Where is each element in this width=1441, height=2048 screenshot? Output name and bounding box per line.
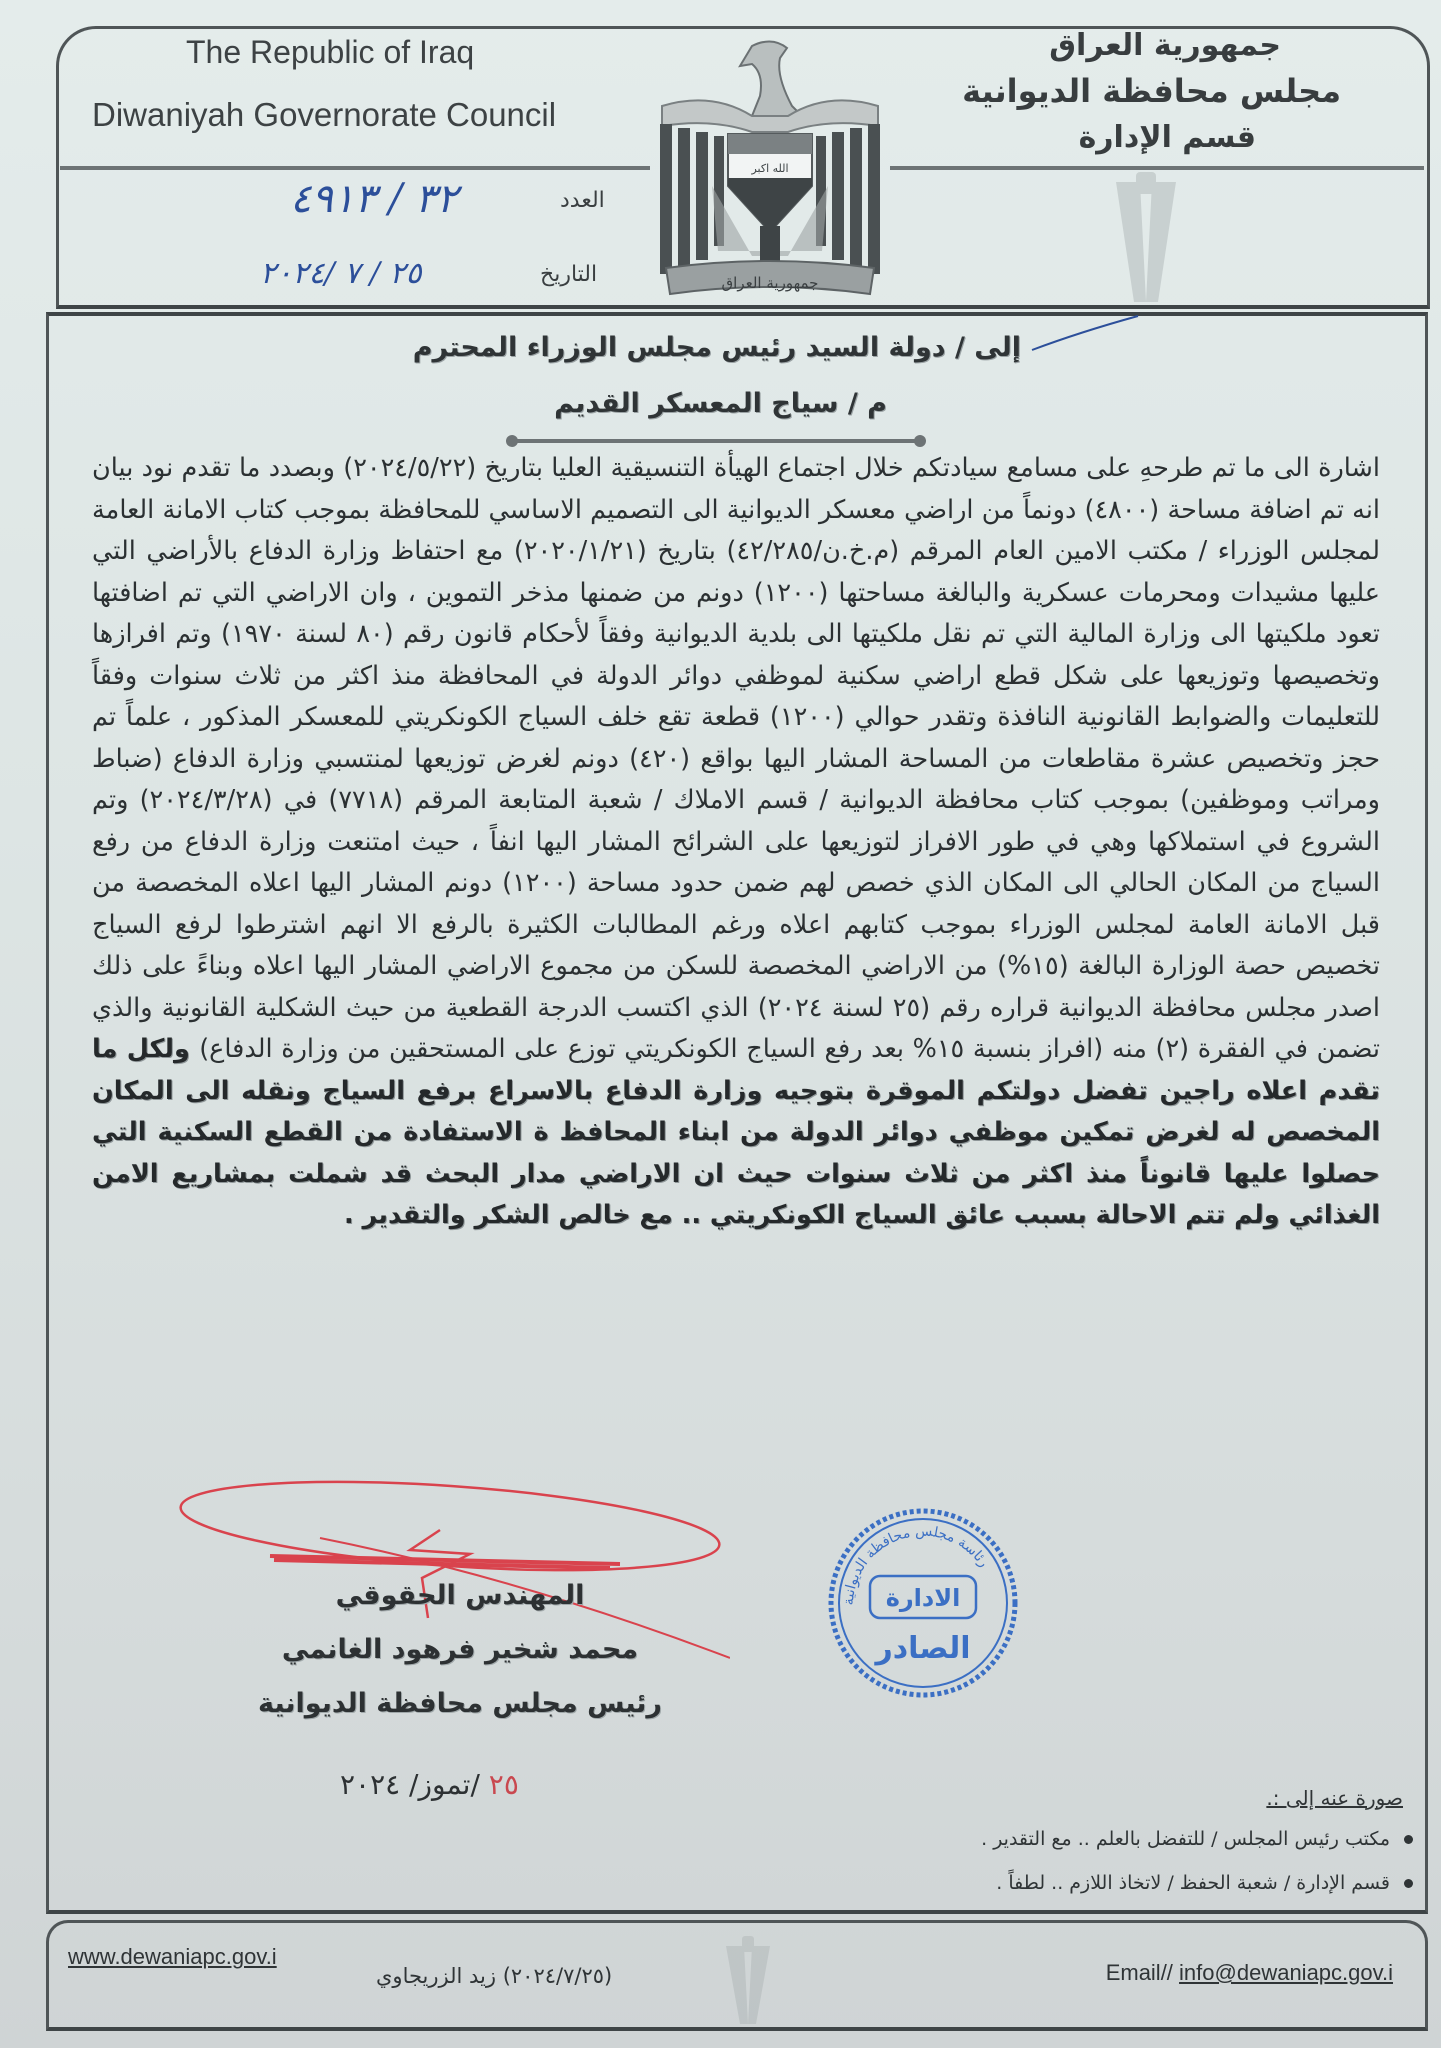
reference-number-value: ٣٢ / ٤٩١٣ xyxy=(290,176,458,222)
stamp-bottom-text: الصادر xyxy=(875,1631,971,1666)
footer-email-link[interactable]: info@dewaniapc.gov.i xyxy=(1179,1960,1393,1985)
body-regular-text: اشارة الى ما تم طرحهِ على مسامع سيادتكم خلال اجتماع الهيأة التنسيقية العليا بتاريخ (٢٠٢٤/٥/٢٢) وبصدد ما تقدم نود بيان انه تم اضافة مساحة (٤٨٠٠) دونماً من اراضي معسكر الديوانية الى التصميم الاساسي للمحافظة بموجب كتاب الامانة العامة لمجلس الوزراء / مكتب الامين العام المرقم (م.خ.ن/٤٢/٢٨٥) بتاريخ (٢٠٢٠/١/٢١) مع احتفاظ وزارة الدفاع بالأراضي التي عليها مشيدات ومحرمات عسكرية والبالغة مساحتها (١٢٠٠) دونم من ضمنها مذخر التموين ، وان الاراضي التي تم اضافتها تعود ملكيتها الى وزارة المالية التي تم نقل ملكيتها الى بلدية الديوانية وفقاً لأحكام قانون رقم (٨٠ لسنة ١٩٧٠) وتم افرازها وتخصيصها وتوزيعها على شكل قطع اراضي سكنية لموظفي دوائر الدولة في المحافظة منذ اكثر من ثلاث سنوات وفقاً للتعليمات والضوابط القانونية النافذة وتقدر حوالي (١٢٠٠) قطعة تقع خلف السياج الكونكريتي للمعسكر المذكور ، علماً تم حجز وتخصيص عشرة مقاطعات من المساحة المشار اليها بواقع (٤٢٠) دونم لغرض توزيعها لمنتسبي وزارة الدفاع (ضباط ومراتب وموظفين) بموجب كتاب محافظة الديوانية / قسم الاملاك / شعبة المتابعة المرقم (٧٧١٨) في (٢٠٢٤/٣/٢٨) وتم الشروع في استملاكها وهي في طور الافراز لتوزيعها على الشرائح المشار اليها انفاً ، حيث امتنعت وزارة الدفاع من رفع السياج من المكان الحالي الى المكان الذي خصص لهم ضمن حدود مساحة (١٢٠٠) دونم المشار اليها اعلاه المخصصة من قبل الامانة العامة لمجلس الوزراء بموجب كتابهم اعلاه ورغم المطالبات الكثيرة بالرفع الا انهم اشترطوا لرفع السياج تخصيص حصة الوزارة البالغة (١٥%) من الاراضي المخصصة للسكن من مجموع الاراضي المشار اليها اعلاه وبناءً على ذلك اصدر مجلس محافظة الديوانية قراره رقم (٢٥ لسنة ٢٠٢٤) الذي اكتسب الدرجة القطعية من حيث الشكلية القانونية والذي تضمن في الفقرة (٢) منه (افراز بنسبة ١٥% بعد رفع السياج الكونكريتي توزع على المستحقين من وزارة الدفاع) xyxy=(92,453,1381,1064)
signature-date-month-year: /تموز/ ٢٠٢٤ xyxy=(340,1768,480,1801)
reference-date-label: التاريخ xyxy=(540,262,598,287)
cc-item-text: قسم الإدارة / شعبة الحفظ / لاتخاذ اللازم .. لطفاً . xyxy=(996,1872,1390,1894)
signature-date-day: ٢٥ xyxy=(488,1768,519,1801)
body-bold-request: ولكل ما تقدم اعلاه راجين تفضل دولتكم الموقرة بتوجيه وزارة الدفاع بالاسراع برفع السياج ونقله الى المكان المخصص له لغرض تمكين موظفي دوائر الدولة من ابناء المحافظ ة الاستفادة من القطع السكنية التي حصلوا عليها قانوناً منذ اكثر من ثلاث سنوات حيث ان الاراضي مدار البحث قد شملت بمشاريع الامن الغذائي ولم تتم الاحالة بسبب عائق السياج الكونكريتي .. مع خالص الشكر والتقدير . xyxy=(92,1034,1380,1230)
footer-author-note: (٢٠٢٤/٧/٢٥) زيد الزريجاوي xyxy=(376,1964,613,1988)
cc-item-text: مكتب رئيس المجلس / للتفضل بالعلم .. مع التقدير . xyxy=(981,1828,1390,1850)
subject-divider xyxy=(512,439,920,443)
signature-date xyxy=(340,1768,519,1801)
pen-mark-stroke xyxy=(1030,312,1140,352)
en-republic-title: The Republic of Iraq xyxy=(186,34,475,70)
letter-addressee: إلى / دولة السيد رئيس مجلس الوزراء المحترم xyxy=(412,332,1021,363)
watermark-monument-icon xyxy=(718,1936,778,2026)
bullet-icon xyxy=(1404,1835,1413,1844)
footer-email xyxy=(1106,1960,1393,1986)
cc-list-item xyxy=(996,1872,1413,1894)
en-council-title: Diwaniyah Governorate Council xyxy=(92,96,557,133)
signatory-title: المهندس الحقوقي xyxy=(335,1580,585,1611)
letter-body xyxy=(92,448,1380,1237)
bullet-icon xyxy=(1404,1879,1413,1888)
emblem-motto: الله اكبر xyxy=(751,162,789,175)
official-stamp xyxy=(826,1506,1020,1700)
header-divider-left xyxy=(60,166,650,170)
footer-website-link[interactable]: www.dewaniapc.gov.i xyxy=(68,1944,277,1969)
stamp-box-text: الادارة xyxy=(885,1584,961,1612)
reference-number-label: العدد xyxy=(560,188,605,213)
letter-subject: م / سياج المعسكر القديم xyxy=(554,388,887,419)
stamp-ring-text: رئاسة مجلس محافظة الديوانية xyxy=(840,1523,992,1606)
watermark-monument-icon xyxy=(1096,172,1196,304)
header-divider-right xyxy=(890,166,1424,170)
reference-date-value: ٢٥ / ٧ /٢٠٢٤ xyxy=(260,256,422,291)
emblem-banner: جمهورية العراق xyxy=(721,274,819,292)
ar-council-title: مجلس محافظة الديوانية xyxy=(962,72,1341,110)
cc-title: صورة عنه إلى :. xyxy=(1266,1786,1403,1810)
cc-list-item xyxy=(981,1828,1413,1850)
ar-department-title: قسم الإدارة xyxy=(1078,120,1256,155)
signatory-name: محمد شخير فرهود الغانمي xyxy=(281,1634,639,1665)
ar-republic-title: جمهورية العراق xyxy=(1049,28,1281,63)
footer-email-label: Email// xyxy=(1105,1960,1180,1985)
signatory-role: رئيس مجلس محافظة الديوانية xyxy=(258,1688,662,1719)
iraq-eagle-emblem-icon xyxy=(652,36,888,298)
